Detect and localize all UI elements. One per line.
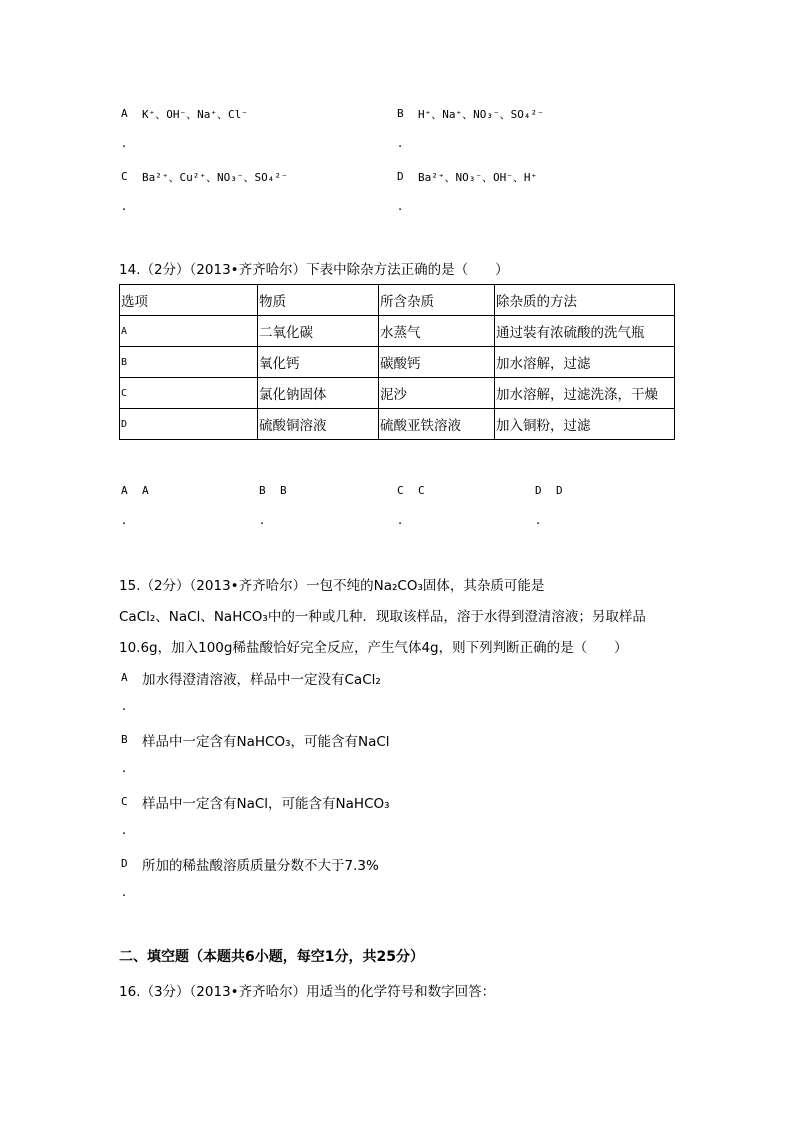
q15-option-d-letter: D: [121, 857, 128, 870]
table-cell: C: [120, 378, 258, 409]
q15-option-d-dot: .: [122, 885, 127, 900]
q16-stem: 16.（3分）（2013•齐齐哈尔）用适当的化学符号和数字回答：: [119, 984, 496, 1000]
table-header-cell: 所含杂质: [379, 285, 495, 316]
q14-stem: 14.（2分）（2013•齐齐哈尔）下表中除杂方法正确的是（ ）: [119, 262, 509, 278]
section-heading: 二、填空题（本题共6小题，每空1分，共25分）: [119, 949, 424, 965]
q14-table: [119, 284, 675, 440]
q14-option-a-dot: .: [122, 513, 127, 528]
table-cell: 加水溶解，过滤洗涤，干燥: [495, 378, 675, 409]
q14-option-c-dot: .: [398, 513, 403, 528]
table-row: [120, 409, 675, 440]
table-cell: 水蒸气: [379, 316, 495, 347]
table-cell: B: [120, 347, 258, 378]
q14-option-a-text: A: [142, 484, 149, 497]
table-cell: 氧化钙: [258, 347, 379, 378]
q15-stem-line2: CaCl₂、NaCl、NaHCO₃中的一种或几种．现取该样品，溶于水得到澄清溶液；另取样品: [119, 609, 646, 625]
table-cell: A: [120, 316, 258, 347]
q13-option-a-text: K⁺、OH⁻、Na⁺、Cl⁻: [142, 108, 248, 121]
q15-option-a-text: 加水得澄清溶液，样品中一定没有CaCl₂: [142, 672, 381, 688]
table-header-cell: 选项: [120, 285, 258, 316]
table-row: [120, 316, 675, 347]
q15-option-a-letter: A: [121, 671, 128, 684]
table-cell: D: [120, 409, 258, 440]
q13-option-b-text: H⁺、Na⁺、NO₃⁻、SO₄²⁻: [418, 108, 544, 121]
q14-option-c-letter: C: [397, 484, 404, 497]
table-header-row: [120, 285, 675, 316]
q15-option-c-dot: .: [122, 823, 127, 838]
q13-option-d-dot: .: [398, 199, 403, 214]
q15-option-b-text: 样品中一定含有NaHCO₃，可能含有NaCl: [142, 734, 390, 750]
q13-option-b-dot: .: [398, 136, 403, 151]
table-cell: 硫酸亚铁溶液: [379, 409, 495, 440]
q14-option-c-text: C: [418, 484, 425, 497]
q14-option-d-letter: D: [535, 484, 542, 497]
table-cell: 碳酸钙: [379, 347, 495, 378]
q15-option-c-letter: C: [121, 795, 128, 808]
q15-option-d-text: 所加的稀盐酸溶质质量分数不大于7.3%: [142, 858, 379, 874]
table-header-cell: 除杂质的方法: [495, 285, 675, 316]
q13-option-b-letter: B: [397, 107, 404, 120]
table-cell: 通过装有浓硫酸的洗气瓶: [495, 316, 675, 347]
table-cell: 硫酸铜溶液: [258, 409, 379, 440]
q13-option-a-letter: A: [121, 107, 128, 120]
q14-option-b-text: B: [280, 484, 287, 497]
table-cell: 加水溶解，过滤: [495, 347, 675, 378]
q13-option-d-text: Ba²⁺、NO₃⁻、OH⁻、H⁺: [418, 171, 538, 184]
table-cell: 氯化钠固体: [258, 378, 379, 409]
q13-option-c-text: Ba²⁺、Cu²⁺、NO₃⁻、SO₄²⁻: [142, 171, 288, 184]
q13-option-d-letter: D: [397, 170, 404, 183]
q15-stem-line3: 10.6g，加入100g稀盐酸恰好完全反应，产生气体4g，则下列判断正确的是（ ）: [119, 640, 628, 656]
q14-option-b-letter: B: [259, 484, 266, 497]
table-cell: 加入铜粉，过滤: [495, 409, 675, 440]
q15-option-b-letter: B: [121, 733, 128, 746]
table-header-cell: 物质: [258, 285, 379, 316]
table-row: [120, 378, 675, 409]
q14-option-a-letter: A: [121, 484, 128, 497]
q14-option-b-dot: .: [260, 513, 265, 528]
q15-option-b-dot: .: [122, 761, 127, 776]
q15-option-c-text: 样品中一定含有NaCl，可能含有NaHCO₃: [142, 796, 390, 812]
q14-option-d-dot: .: [536, 513, 541, 528]
q15-option-a-dot: .: [122, 699, 127, 714]
table-cell: 泥沙: [379, 378, 495, 409]
q14-option-d-text: D: [556, 484, 563, 497]
table-row: [120, 347, 675, 378]
q13-option-a-dot: .: [122, 136, 127, 151]
q15-stem-line1: 15.（2分）（2013•齐齐哈尔）一包不纯的Na₂CO₃固体，其杂质可能是: [119, 578, 545, 594]
q13-option-c-dot: .: [122, 199, 127, 214]
q13-option-c-letter: C: [121, 170, 128, 183]
table-cell: 二氧化碳: [258, 316, 379, 347]
